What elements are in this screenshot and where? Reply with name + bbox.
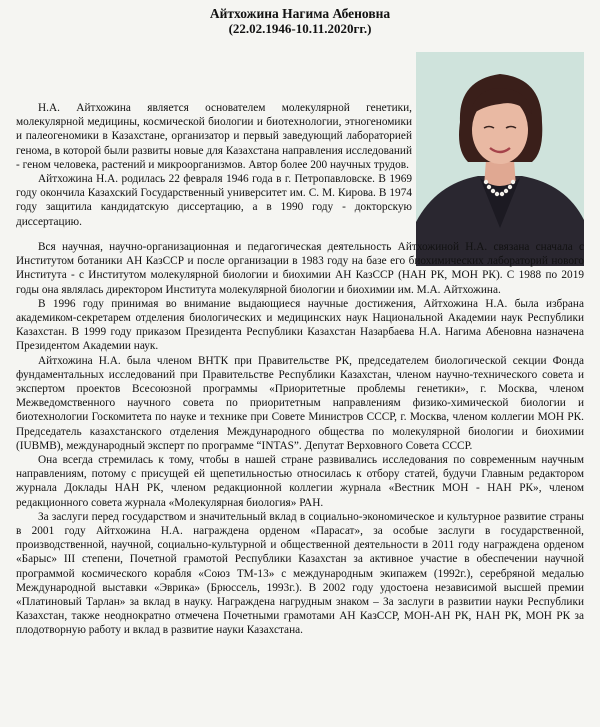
portrait-photo [416,52,584,266]
bio-paragraph: Вся научная, научно-организационная и педагогическая деятельность Айтхожиной Н.А. связана сначала с Институтом ботаники АН КазССР и после организации в 1983 году на базе его биохимических лабораторий нового Института - с Институтом молекулярной биологии и биохимии АН КазССР (НАН РК, МОН РК). С 1988 по 2019 годы она являлась директором Института молекулярной биологии и биохимии им. М.А. Айтхожина. [16,241,584,296]
person-name: Айтхожина Нагима Абеновна [209,6,391,21]
bio-paragraph: Айтхожина Н.А. была членом ВНТК при Правительстве РК, председателем биологической секции Фонда фундаментальных исследований при Правительстве Республики Казахстан, членом научно-технического совета и экспертом проектов Всесоюзной программы «Приоритетные проблемы генетики», г. Москва, членом Межведомственного научного совета по приоритетным направлениям физико-химической биологии и биотехнологии Госкомитета по науке и технике при Совете Министров СССР, г. Москва, членом коллегии МОН РК. Председатель казахстанского отделения Международного общества по молекулярной биологии и биохимии (IUBMB), международный эксперт по программе “INTAS”. Депутат Верховного Совета СССР. [16,354,584,452]
bio-paragraph: Айтхожина Н.А. родилась 22 февраля 1946 года в г. Петропавловске. В 1969 году окончила Казахский Государственный университет им. С. М. Кирова. В 1974 году защитила кандидатскую диссертацию, а в 1990 году - докторскую диссертацию. [16,173,412,228]
portrait-illustration [416,52,584,266]
bio-paragraph: За заслуги перед государством и значительный вклад в социально-экономическое и культурное развитие страны в 2001 году Айтхожина Н.А. награждена орденом «Парасат», за особые заслуги в государственной, производственной, научной, социально-культурной и общественной деятельности в 2011 году награждена орденом «Барыс» III степени, Почетной грамотой Республики Казахстан за активное участие в обеспечении научной программой космического корабля «Союз ТМ-13» с международным экипажем (1992г.), серебряной медалью Международной выставки «Эврика» (Брюссель, 1993г.). В 2002 году удостоена независимой высшей премии «Платиновый Тарлан» за вклад в науку. Награждена нагрудным знаком – За заслуги в развитии науки Республики Казахстан, также неоднократно отмечена Почетными грамотами АН КазССР, МОН-АН РК, НАН РК, МОН РК за плодотворную работу и вклад в развитие науки Казахстана. [16,510,584,637]
header [0,6,600,36]
bio-main-text [16,240,584,638]
bio-paragraph: Она всегда стремилась к тому, чтобы в нашей стране развивались исследования по современным научным направлениям, потому с присущей ей щепетильностью относилась к отбору статей, будучи Главным редактором журнала Доклады НАН РК, членом редакционной коллегии журнала «Вестник МОН - НАН РК», членом редакционного совета журнала «Молекулярная биология» РАН. [16,454,584,509]
bio-paragraph: Н.А. Айтхожина является основателем молекулярной генетики, молекулярной медицины, космической биологии и биотехнологии, этногеномики и палеогеномики в Казахстане, организатор и первый заведующий лабораторией генома, в которой были развиты новые для Казахстана направления исследований - геном человека, растений и микроорганизмов. Автор более 200 научных трудов. [16,102,412,171]
bio-paragraph: В 1996 году принимая во внимание выдающиеся научные достижения, Айтхожина Н.А. была избрана академиком-секретарем отделения биологических и медицинских наук Национальной Академии наук Республики Казахстан. В 1999 году приказом Президента Республики Казахстан Назарбаева Н.А. Нагима Абеновна назначена Президентом Академии наук. [16,297,584,353]
bio-intro-column [16,101,412,229]
life-dates: (22.02.1946-10.11.2020гг.) [228,21,372,36]
